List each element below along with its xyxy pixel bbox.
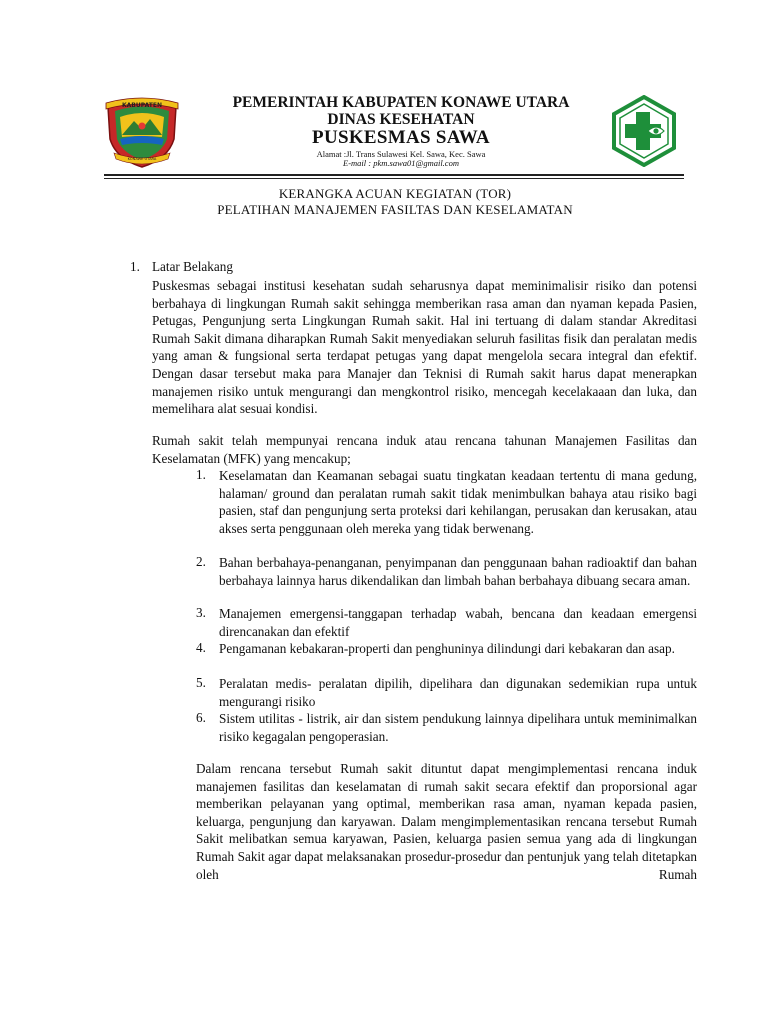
kabupaten-emblem-logo	[104, 95, 180, 169]
header-department: DINAS KESEHATAN	[327, 111, 475, 128]
document-subtitle: PELATIHAN MANAJEMEN FASILTAS DAN KESELAMATAN	[217, 202, 573, 217]
header-address: Alamat :Jl. Trans Sulawesi Kel. Sawa, Kec. Sawa	[316, 149, 486, 159]
section-number: 1.	[130, 259, 140, 274]
header-divider-thick	[104, 174, 684, 176]
list-item-number: 4.	[196, 640, 206, 655]
logo-top-text: KABUPATEN	[122, 102, 162, 109]
list-item: Keselamatan dan Keamanan sebagai suatu tingkatan keadaan tertentu di mana gedung, halaman/ ground dan peralatan rumah sakit tidak menimbulkan bahaya atau risiko bagi pasien, staf dan pengunjung serta proteksi dari kehilangan, perusakan dan kerusakan, atau akses serta penggunaan oleh mereka yang tidak berwenang.	[219, 468, 697, 536]
document-title: KERANGKA ACUAN KEGIATAN (TOR)	[278, 186, 512, 201]
paragraph-2: Rumah sakit telah mempunyai rencana induk atau rencana tahunan Manajemen Fasilitas dan Keselamatan (MFK) yang mencakup;	[152, 433, 697, 466]
list-item: Bahan berbahaya-penanganan, penyimpanan dan penggunaan bahan radioaktif dan bahan berbahaya lainnya harus dikendalikan dan limbah bahan berbahaya dibuang secara aman.	[219, 555, 697, 588]
list-item-number: 3.	[196, 605, 206, 620]
header-divider-thin	[104, 178, 684, 179]
header-government: PEMERINTAH KABUPATEN KONAWE UTARA	[232, 94, 570, 111]
list-item: Pengamanan kebakaran-properti dan penghuninya dilindungi dari kebakaran dan asap.	[219, 641, 675, 656]
list-item-number: 5.	[196, 675, 206, 690]
paragraph-1: Puskesmas sebagai institusi kesehatan sudah seharusnya dapat meminimalisir risiko dan potensi berbahaya di lingkungan Rumah sakit sehingga memberikan rasa aman dan nyaman kepada Pasien, Petugas, Pengunjung serta Lingkungan Rumah sakit. Hal ini tertuang di dalam standar Akreditasi Rumah Sakit dimana diharapkan Rumah Sakit menyediakan seluruh fasilitas fisik dan peralatan medis yang aman & fungsional serta terdapat petugas yang dapat mengelola secara integral dan efektif. Dengan dasar tersebut maka para Manajer dan Teknisi di Rumah sakit harus dapat menerapkan manajemen risiko untuk mengurangi dan mengkontrol risiko, mencegah kecelakaaan dan luka, dan memelihara alat sesuai kondisi.	[152, 278, 697, 417]
header-email: E-mail : pkm.sawa01@gmail.com	[343, 158, 459, 168]
list-item: Manajemen emergensi-tanggapan terhadap wabah, bencana dan keadaan emergensi direncanakan dan efektif	[219, 606, 697, 639]
list-item: Peralatan medis- peralatan dipilih, dipelihara dan digunakan sedemikian rupa untuk mengurangi risiko	[219, 676, 697, 709]
list-item: Sistem utilitas - listrik, air dan sistem pendukung lainnya dipelihara untuk meminimalkan risiko kegagalan pengoperasian.	[219, 711, 697, 744]
header-puskesmas: PUSKESMAS SAWA	[312, 127, 490, 148]
list-item-number: 1.	[196, 467, 206, 482]
logo-bottom-text: KONAWE UTARA	[127, 157, 157, 161]
puskesmas-logo	[608, 95, 680, 167]
list-item-number: 6.	[196, 710, 206, 725]
paragraph-3: Dalam rencana tersebut Rumah sakit dituntut dapat mengimplementasi rencana induk manajemen fasilitas dan keselamatan di rumah sakit secara efektif dan proporsional agar memberikan pelayanan yang optimal, memberikan rasa aman, nyaman kepada pasien, keluarga, pengunjung dan karyawan. Dalam mengimplementasikan rencana tersebut Rumah Sakit melibatkan semua karyawan, Pasien, keluarga pasien semua yang ada di lingkungan Rumah Sakit agar dapat melaksanakan prosedur-prosedur dan pentunjuk yang telah ditetapkan oleh Rumah	[196, 761, 697, 882]
list-item-number: 2.	[196, 554, 206, 569]
section-heading: Latar Belakang	[152, 259, 233, 274]
